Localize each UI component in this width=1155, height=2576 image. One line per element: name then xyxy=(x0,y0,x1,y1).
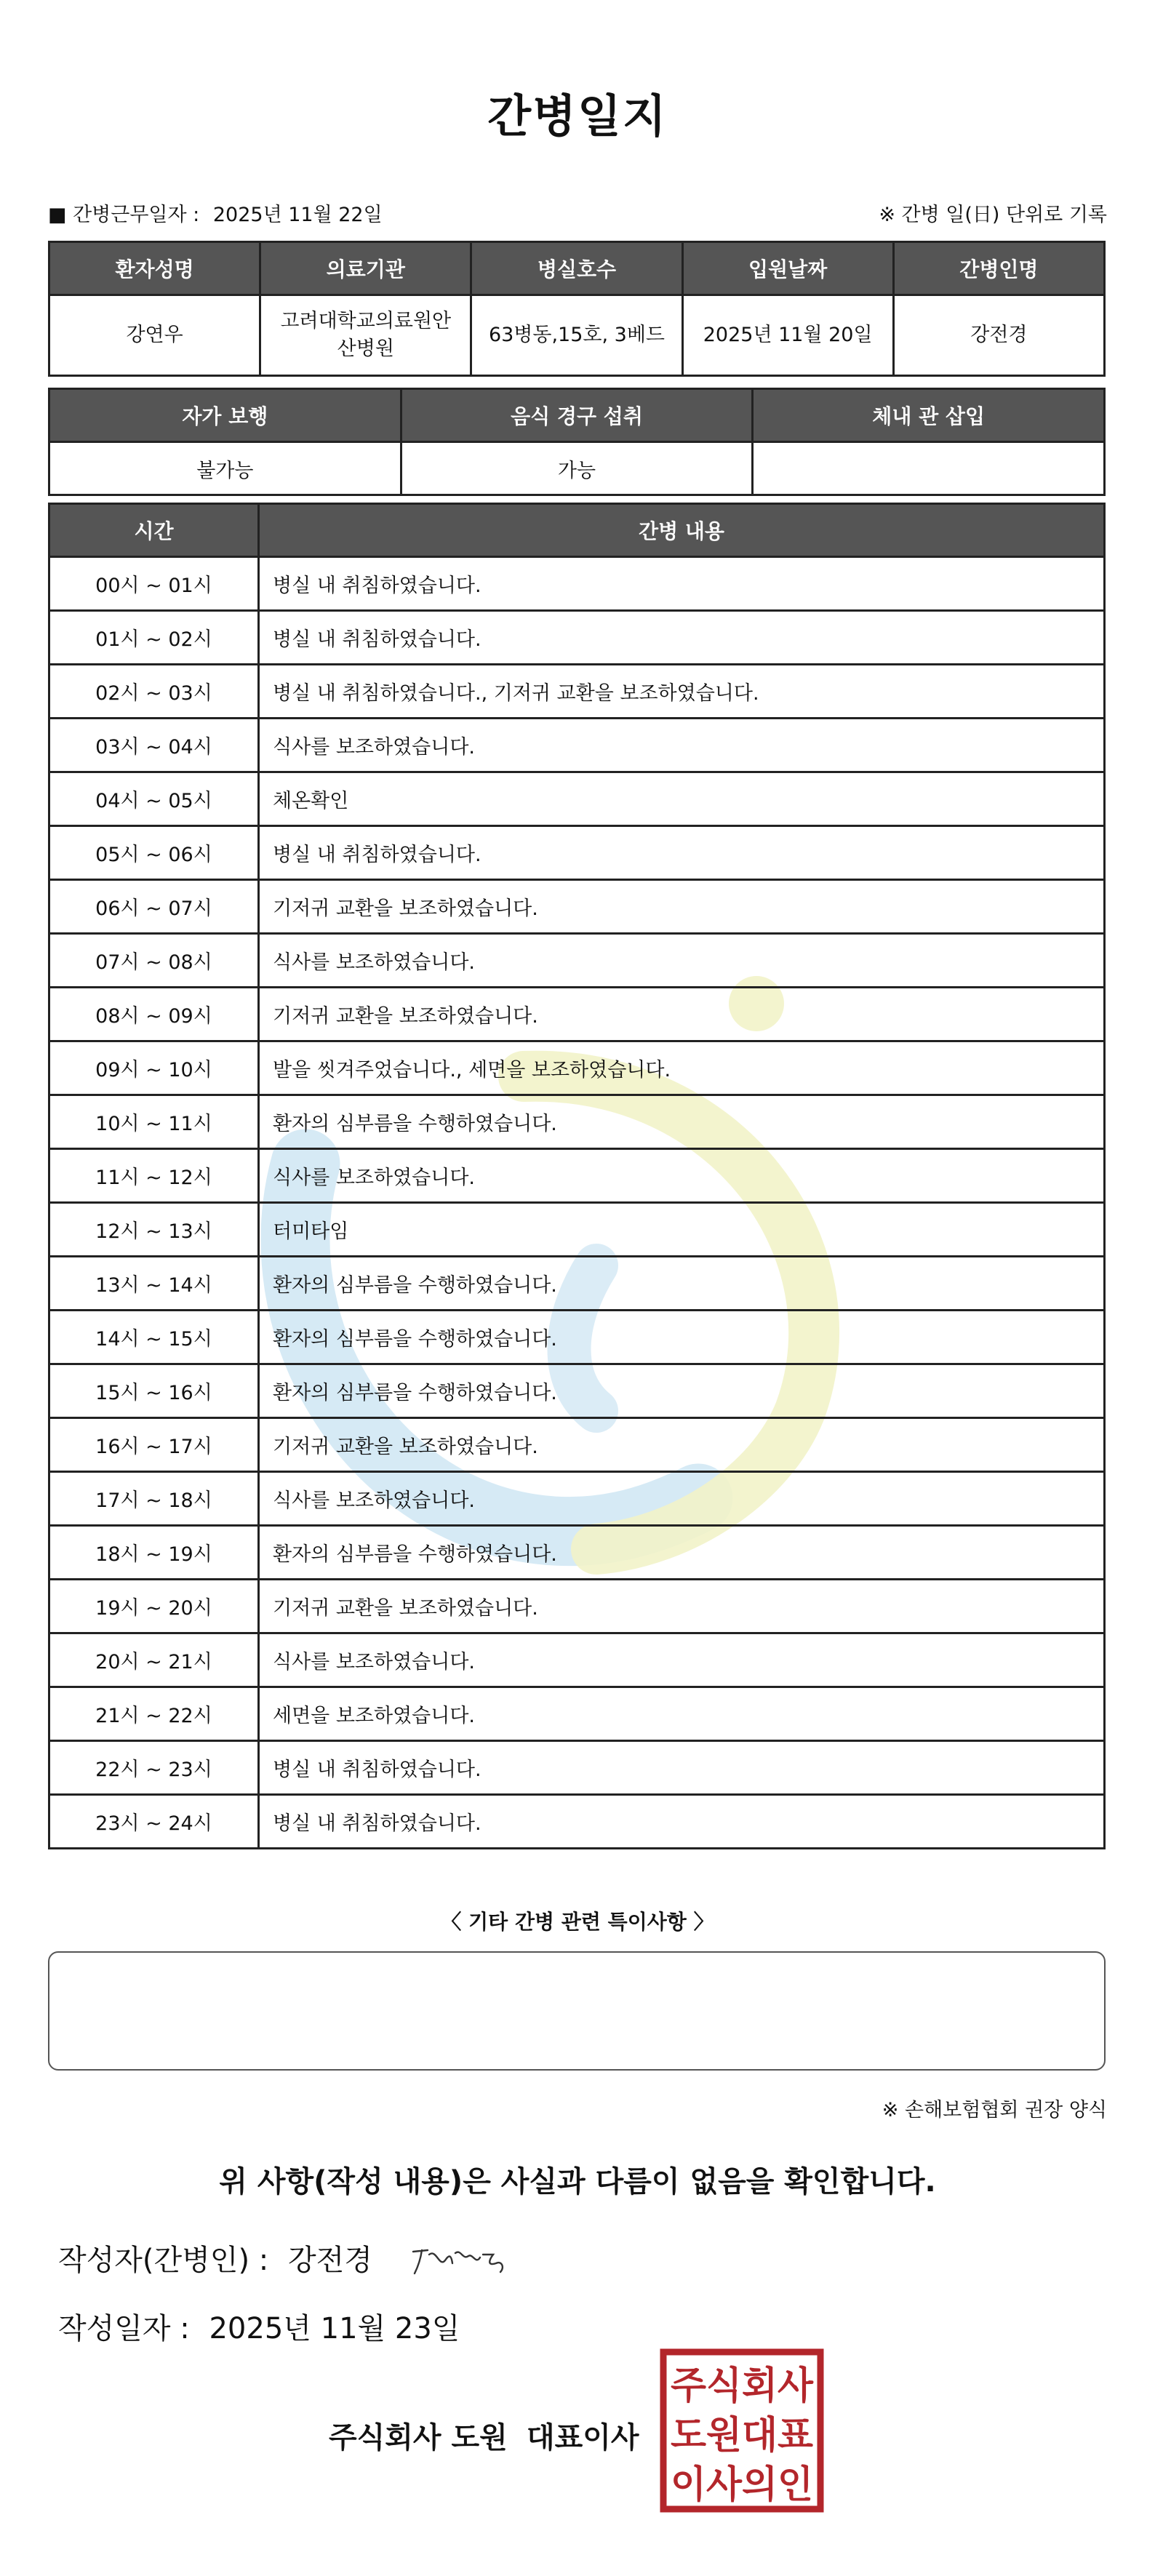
time-slot: 08시 ~ 09시 xyxy=(49,988,259,1041)
table-row xyxy=(49,1041,1105,1095)
time-slot: 17시 ~ 18시 xyxy=(49,1472,259,1526)
header-oral-intake: 음식 경구 섭취 xyxy=(401,389,753,442)
time-slot: 11시 ~ 12시 xyxy=(49,1149,259,1203)
work-date-value: 2025년 11월 22일 xyxy=(212,204,383,226)
unit-note: ※ 간병 일(日) 단위로 기록 xyxy=(879,204,1107,226)
time-slot: 10시 ~ 11시 xyxy=(49,1095,259,1149)
time-slot: 01시 ~ 02시 xyxy=(49,611,259,665)
time-slot: 12시 ~ 13시 xyxy=(49,1203,259,1257)
time-slot: 00시 ~ 01시 xyxy=(49,557,259,611)
table-row xyxy=(49,880,1105,934)
header-admission-date: 입원날짜 xyxy=(682,242,893,295)
care-content: 식사를 보조하였습니다. xyxy=(259,1633,1105,1687)
table-row xyxy=(49,1311,1105,1364)
table-row xyxy=(49,611,1105,665)
patient-info-header-row xyxy=(49,242,1105,295)
patient-status-table xyxy=(48,388,1106,496)
table-row xyxy=(49,934,1105,988)
form-note: ※ 손해보험협회 권장 양식 xyxy=(882,2099,1107,2121)
institution: 고려대학교의료원안 산병원 xyxy=(260,295,471,376)
care-content: 식사를 보조하였습니다. xyxy=(259,934,1105,988)
header-time: 시간 xyxy=(49,504,259,557)
care-content: 병실 내 취침하였습니다. xyxy=(259,1741,1105,1795)
table-row xyxy=(49,1257,1105,1311)
status-value-row xyxy=(49,442,1105,495)
header-tube-insertion: 체내 관 삽입 xyxy=(753,389,1105,442)
care-content: 세면을 보조하였습니다. xyxy=(259,1687,1105,1741)
writer-line xyxy=(58,2237,372,2279)
time-slot: 23시 ~ 24시 xyxy=(49,1795,259,1849)
table-row xyxy=(49,1203,1105,1257)
ceo-label: 대표이사 xyxy=(527,2421,639,2455)
care-content: 식사를 보조하였습니다. xyxy=(259,1149,1105,1203)
notes-box xyxy=(48,1951,1106,2071)
time-slot: 05시 ~ 06시 xyxy=(49,826,259,880)
time-slot: 03시 ~ 04시 xyxy=(49,719,259,772)
header-walking: 자가 보행 xyxy=(49,389,401,442)
time-slot: 06시 ~ 07시 xyxy=(49,880,259,934)
table-row xyxy=(49,1418,1105,1472)
header-care-content: 간병 내용 xyxy=(259,504,1105,557)
patient-info-table xyxy=(48,241,1106,377)
table-row xyxy=(49,1633,1105,1687)
document-title: 간병일지 xyxy=(487,89,668,143)
header-caregiver-name: 간병인명 xyxy=(893,242,1104,295)
caregiver-name: 강전경 xyxy=(893,295,1104,376)
care-content: 환자의 심부름을 수행하였습니다. xyxy=(259,1311,1105,1364)
care-content: 기저귀 교환을 보조하였습니다. xyxy=(259,880,1105,934)
care-content: 기저귀 교환을 보조하였습니다. xyxy=(259,1580,1105,1633)
time-slot: 15시 ~ 16시 xyxy=(49,1364,259,1418)
table-row xyxy=(49,1795,1105,1849)
writer-label: 작성자(간병인) : xyxy=(58,2244,269,2277)
time-slot: 09시 ~ 10시 xyxy=(49,1041,259,1095)
notes-title: 〈 기타 간병 관련 특이사항 〉 xyxy=(441,1910,714,1934)
care-content: 체온확인 xyxy=(259,772,1105,826)
table-row xyxy=(49,772,1105,826)
work-date-label: ■ 간병근무일자 : xyxy=(48,204,200,226)
table-row xyxy=(49,719,1105,772)
care-content: 환자의 심부름을 수행하였습니다. xyxy=(259,1526,1105,1580)
table-row xyxy=(49,1687,1105,1741)
header-patient-name: 환자성명 xyxy=(49,242,260,295)
seal-text-line: 이사의인 xyxy=(671,2463,813,2507)
work-date xyxy=(48,199,383,227)
care-content: 병실 내 취침하였습니다., 기저귀 교환을 보조하였습니다. xyxy=(259,665,1105,719)
table-row xyxy=(49,1526,1105,1580)
tube-insertion-status xyxy=(753,442,1105,495)
care-content: 기저귀 교환을 보조하였습니다. xyxy=(259,1418,1105,1472)
care-content: 환자의 심부름을 수행하였습니다. xyxy=(259,1364,1105,1418)
care-content: 환자의 심부름을 수행하였습니다. xyxy=(259,1095,1105,1149)
care-content: 터미타임 xyxy=(259,1203,1105,1257)
time-slot: 13시 ~ 14시 xyxy=(49,1257,259,1311)
table-row xyxy=(49,1095,1105,1149)
walking-status: 불가능 xyxy=(49,442,401,495)
time-slot: 14시 ~ 15시 xyxy=(49,1311,259,1364)
time-slot: 22시 ~ 23시 xyxy=(49,1741,259,1795)
written-date-value: 2025년 11월 23일 xyxy=(209,2312,460,2345)
admission-date: 2025년 11월 20일 xyxy=(682,295,893,376)
care-log-body xyxy=(49,557,1105,1849)
time-slot: 20시 ~ 21시 xyxy=(49,1633,259,1687)
status-header-row xyxy=(49,389,1105,442)
header-room: 병실호수 xyxy=(471,242,682,295)
seal-text-line: 도원대표 xyxy=(671,2414,813,2457)
company-name: 주식회사 도원 xyxy=(329,2421,508,2455)
handwritten-signature xyxy=(407,2239,516,2282)
table-row xyxy=(49,1364,1105,1418)
care-content: 병실 내 취침하였습니다. xyxy=(259,1795,1105,1849)
written-date-line xyxy=(58,2305,460,2347)
care-log-table xyxy=(48,503,1106,1849)
time-slot: 07시 ~ 08시 xyxy=(49,934,259,988)
care-log-header-row xyxy=(49,504,1105,557)
patient-info-value-row xyxy=(49,295,1105,376)
time-slot: 21시 ~ 22시 xyxy=(49,1687,259,1741)
seal-text-line: 주식회사 xyxy=(671,2364,814,2408)
care-content: 발을 씻겨주었습니다., 세면을 보조하였습니다. xyxy=(259,1041,1105,1095)
oral-intake-status: 가능 xyxy=(401,442,753,495)
time-slot: 16시 ~ 17시 xyxy=(49,1418,259,1472)
table-row xyxy=(49,557,1105,611)
header-institution: 의료기관 xyxy=(260,242,471,295)
care-content: 환자의 심부름을 수행하였습니다. xyxy=(259,1257,1105,1311)
time-slot: 02시 ~ 03시 xyxy=(49,665,259,719)
time-slot: 19시 ~ 20시 xyxy=(49,1580,259,1633)
table-row xyxy=(49,665,1105,719)
room-number: 63병동,15호, 3베드 xyxy=(471,295,682,376)
care-content: 병실 내 취침하였습니다. xyxy=(259,611,1105,665)
care-content: 병실 내 취침하였습니다. xyxy=(259,557,1105,611)
table-row xyxy=(49,1149,1105,1203)
time-slot: 04시 ~ 05시 xyxy=(49,772,259,826)
confirmation-statement: 위 사항(작성 내용)은 사실과 다름이 없음을 확인합니다. xyxy=(219,2165,936,2199)
care-content: 병실 내 취침하였습니다. xyxy=(259,826,1105,880)
table-row xyxy=(49,826,1105,880)
table-row xyxy=(49,1580,1105,1633)
time-slot: 18시 ~ 19시 xyxy=(49,1526,259,1580)
care-content: 식사를 보조하였습니다. xyxy=(259,1472,1105,1526)
care-content: 기저귀 교환을 보조하였습니다. xyxy=(259,988,1105,1041)
care-content: 식사를 보조하였습니다. xyxy=(259,719,1105,772)
company-seal-stamp xyxy=(659,2348,825,2513)
writer-name: 강전경 xyxy=(287,2244,372,2277)
patient-name: 강연우 xyxy=(49,295,260,376)
written-date-label: 작성일자 : xyxy=(58,2312,190,2345)
table-row xyxy=(49,988,1105,1041)
table-row xyxy=(49,1472,1105,1526)
table-row xyxy=(49,1741,1105,1795)
